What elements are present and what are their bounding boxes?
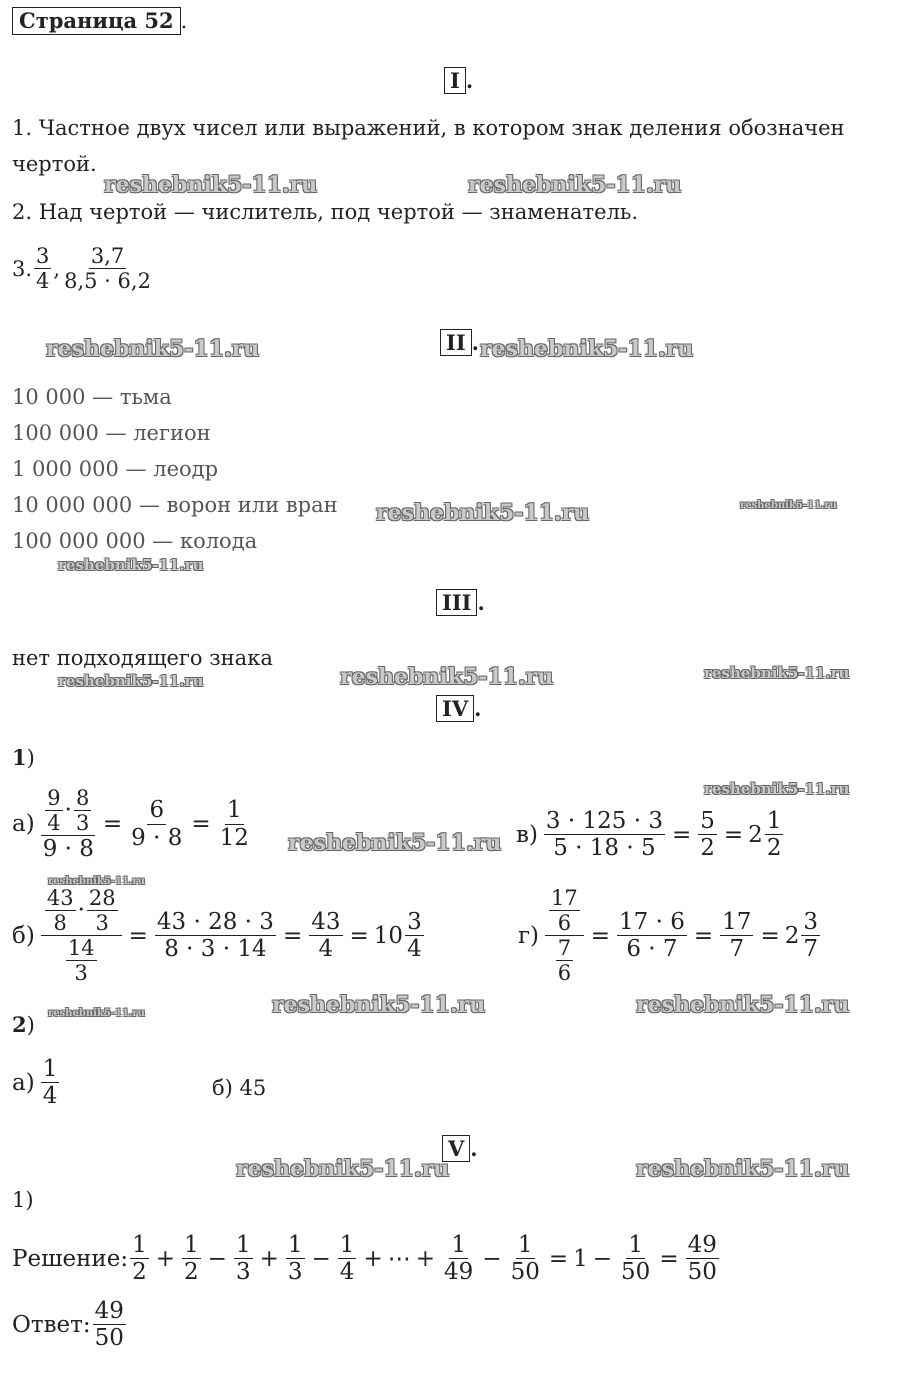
section-heading-3: III .	[436, 590, 485, 615]
fraction-3-7	[62, 244, 153, 293]
num: 3	[36, 244, 50, 268]
frac	[338, 1232, 357, 1286]
num: 1	[766, 808, 782, 834]
den: 6	[557, 911, 572, 936]
watermark: reshebnik5-11.ru	[340, 664, 554, 690]
frac	[87, 886, 118, 935]
part2-answer-b: б) 45	[212, 1076, 267, 1100]
num: $\frac{9}{4}$ · $\frac{8}{3}$	[41, 786, 95, 836]
watermark: reshebnik5-11.ru	[704, 664, 850, 682]
numeral-item-5: 100 000 000 — колода	[12, 529, 258, 553]
num: 17	[551, 886, 578, 910]
frac	[45, 786, 62, 835]
den: 4	[339, 1259, 355, 1286]
den: 8 · 3 · 14	[164, 936, 267, 963]
section-4-box: IV	[436, 695, 474, 722]
watermark: reshebnik5-11.ru	[288, 830, 502, 856]
frac	[66, 936, 97, 985]
one: 1	[573, 1245, 588, 1272]
example-fractions: 3. $\frac{3}{4}$ , $\frac{3,7}{8,5 \cdot 6,2}$	[12, 244, 151, 294]
definition-line-1: 1. Частное двух чисел или выражений, в котором знак деления обозначен	[12, 116, 845, 140]
watermark: reshebnik5-11.ru	[740, 500, 837, 511]
den: 49	[444, 1259, 474, 1286]
num: $\frac{43}{8}$ · $\frac{28}{3}$	[41, 886, 122, 936]
num: 28	[88, 886, 116, 910]
watermark: reshebnik5-11.ru	[48, 1008, 145, 1019]
den: 3	[74, 961, 88, 986]
num: 6	[149, 797, 165, 824]
den: 12	[219, 824, 249, 851]
answer-label: Ответ:	[12, 1311, 91, 1338]
num: 5	[700, 808, 715, 834]
num: 17	[722, 908, 752, 935]
den: 6 · 7	[626, 936, 678, 963]
num: 3 · 125 · 3	[545, 808, 663, 834]
num: 8	[75, 786, 90, 810]
solution-equation: Решение: $\frac{1}{2}$ + $\frac{1}{2}$ − $\frac{1}{3}$ + $\frac{1}{3}$ − $\frac{1}{4}$ + ⋯ + $\frac{1}{49}$ − $\frac{1}{50}$ = 1 − $\frac{1}{50}$ = $\frac{49}{50}$	[12, 1232, 717, 1286]
part-2-number: 2	[12, 1012, 27, 1037]
part2-answer-a	[12, 1056, 61, 1110]
label-b: б)	[12, 922, 35, 949]
equation-v: в) $\frac{3 \cdot 125 \cdot 3}{5 \cdot 18 \cdot 5}$ = $\frac{5}{2}$ = 2 $\frac{1}{2}$	[516, 808, 782, 862]
den: 4	[407, 936, 422, 963]
answer-line	[12, 1298, 128, 1352]
num	[545, 886, 584, 936]
watermark: reshebnik5-11.ru	[58, 672, 204, 690]
num: 1	[42, 1056, 58, 1082]
watermark: reshebnik5-11.ru	[46, 336, 260, 362]
watermark: reshebnik5-11.ru	[468, 172, 682, 198]
den: 8,5 · 6,2	[64, 269, 151, 294]
num: 1	[226, 797, 242, 824]
frac	[405, 909, 424, 963]
frac	[509, 1232, 542, 1286]
watermark: reshebnik5-11.ru	[236, 1156, 450, 1182]
num: 1	[628, 1232, 643, 1258]
item3-label: 3.	[12, 256, 33, 281]
den	[552, 936, 577, 985]
frac	[698, 808, 717, 862]
definition-line-2: чертой.	[12, 152, 97, 176]
part-1-number: 1	[12, 745, 27, 770]
den: 7	[803, 936, 819, 963]
label-a: а)	[12, 1069, 35, 1096]
den: 4	[42, 1083, 58, 1110]
part-2-label: 2)	[12, 1012, 35, 1037]
frac	[801, 909, 820, 963]
fraction-3-4	[34, 244, 51, 293]
part-1-label: 1)	[12, 745, 35, 770]
frac	[218, 797, 251, 851]
den: 2	[132, 1259, 147, 1286]
label-v: в)	[516, 821, 538, 848]
section3-answer: нет подходящего знака	[12, 646, 273, 670]
num: 7	[557, 936, 572, 961]
num: 49	[687, 1232, 717, 1258]
den: 4	[47, 811, 61, 836]
frac	[765, 808, 784, 862]
den: 6	[557, 961, 572, 986]
frac	[41, 1056, 60, 1110]
watermark: reshebnik5-11.ru	[376, 500, 590, 526]
den	[62, 936, 101, 985]
equation-b: б) $\frac{43}{8}$ · $\frac{28}{3}$ $\frac{14}{3}$ = $\frac{43 \cdot 28 \cdot 3}{8 \cdot 3 \cdot 14}$ = $\frac{43}{4}$ = 10 $\frac{3}{4}$	[12, 886, 422, 986]
num: 9	[47, 786, 61, 810]
num: 1	[517, 1232, 533, 1258]
den: 50	[510, 1259, 540, 1286]
frac	[286, 1232, 305, 1286]
den: 4	[318, 936, 334, 963]
den: 2	[766, 835, 782, 862]
complex-fraction-b	[41, 886, 122, 986]
watermark: reshebnik5-11.ru	[58, 556, 204, 574]
frac	[309, 909, 342, 963]
section-heading-4: IV .	[436, 696, 481, 721]
num: 17 · 6	[619, 908, 685, 935]
watermark: reshebnik5-11.ru	[104, 172, 318, 198]
numeral-item-4: 10 000 000 — ворон или вран	[12, 493, 338, 517]
watermark: reshebnik5-11.ru	[704, 780, 850, 798]
den: 8	[53, 911, 67, 936]
num: 3,7	[90, 244, 125, 268]
num: 3	[803, 908, 819, 935]
den: 3	[75, 811, 90, 836]
den: 50	[94, 1325, 124, 1352]
den: 3	[287, 1259, 303, 1286]
num: 43	[46, 886, 74, 910]
label-g: г)	[518, 922, 540, 949]
frac	[686, 1232, 719, 1286]
num: 1	[287, 1232, 303, 1258]
den: 50	[687, 1259, 717, 1286]
section-1-box: I	[444, 67, 466, 94]
num: 1	[184, 1232, 199, 1258]
equation-g: г) $\frac{\frac{17}{6}}{\frac{7}{6}}$ = $\frac{17 \cdot 6}{6 \cdot 7}$ = $\frac{17}{7}$ = 2 $\frac{3}{7}$	[518, 886, 819, 986]
numeral-item-1: 10 000 — тьма	[12, 385, 172, 409]
whole: 2	[784, 922, 800, 949]
frac	[544, 808, 665, 862]
frac	[234, 1232, 253, 1286]
watermark: reshebnik5-11.ru	[48, 876, 145, 887]
num: 43 · 28 · 3	[156, 908, 274, 935]
definition-line-3: 2. Над чертой — числитель, под чертой — знаменатель.	[12, 200, 639, 224]
section-heading-5: V .	[442, 1136, 478, 1161]
section-2-box: II	[440, 329, 472, 356]
num: 1	[451, 1232, 466, 1258]
watermark: reshebnik5-11.ru	[636, 1156, 850, 1182]
den: 2	[700, 835, 715, 862]
num: 3	[407, 908, 422, 935]
numeral-item-3: 1 000 000 — леодр	[12, 457, 219, 481]
den: 7	[729, 936, 745, 963]
den: 9 · 8	[42, 836, 94, 863]
frac	[129, 797, 184, 851]
frac	[442, 1232, 475, 1286]
num: 1	[339, 1232, 355, 1258]
section-heading-1: I .	[444, 68, 473, 93]
watermark: reshebnik5-11.ru	[272, 992, 486, 1018]
frac	[130, 1232, 149, 1286]
frac	[182, 1232, 201, 1286]
num: 43	[311, 908, 341, 935]
frac	[619, 1232, 652, 1286]
label-a: а)	[12, 811, 35, 838]
den: 50	[621, 1259, 651, 1286]
den: 5 · 18 · 5	[553, 835, 656, 862]
frac	[549, 886, 580, 935]
num: 14	[67, 936, 95, 961]
num: 1	[235, 1232, 251, 1258]
frac	[74, 786, 91, 835]
section-heading-2: II .	[440, 330, 479, 355]
frac	[556, 936, 573, 985]
frac	[617, 909, 687, 963]
frac	[720, 909, 753, 963]
den: 2	[184, 1259, 199, 1286]
den: 3	[235, 1259, 251, 1286]
num: 49	[94, 1298, 124, 1324]
equation-a: а) $\frac{9}{4}$ · $\frac{8}{3}$ 9 · 8 = $\frac{6}{9 \cdot 8}$ = $\frac{1}{12}$	[12, 786, 249, 863]
complex-fraction-g	[545, 886, 584, 986]
section-3-box: III	[436, 589, 477, 616]
num: 1	[132, 1232, 147, 1258]
page-label: Страница 52 .	[12, 8, 187, 33]
watermark: reshebnik5-11.ru	[636, 992, 850, 1018]
page-label-box: Страница 52	[12, 7, 181, 35]
frac	[155, 909, 276, 963]
complex-fraction-a	[41, 786, 96, 863]
frac	[45, 886, 76, 935]
den: 3	[95, 911, 109, 936]
den: 4	[36, 269, 50, 294]
whole: 2	[748, 821, 763, 848]
ellipsis: ⋯	[387, 1245, 411, 1272]
section-5-box: V	[442, 1135, 470, 1162]
watermark: reshebnik5-11.ru	[480, 336, 694, 362]
den: 9 · 8	[131, 824, 183, 851]
solution-label: Решение:	[12, 1245, 129, 1272]
section5-part-label: 1)	[12, 1188, 34, 1212]
whole: 10	[373, 922, 404, 949]
frac	[93, 1298, 126, 1352]
numeral-item-2: 100 000 — легион	[12, 421, 211, 445]
